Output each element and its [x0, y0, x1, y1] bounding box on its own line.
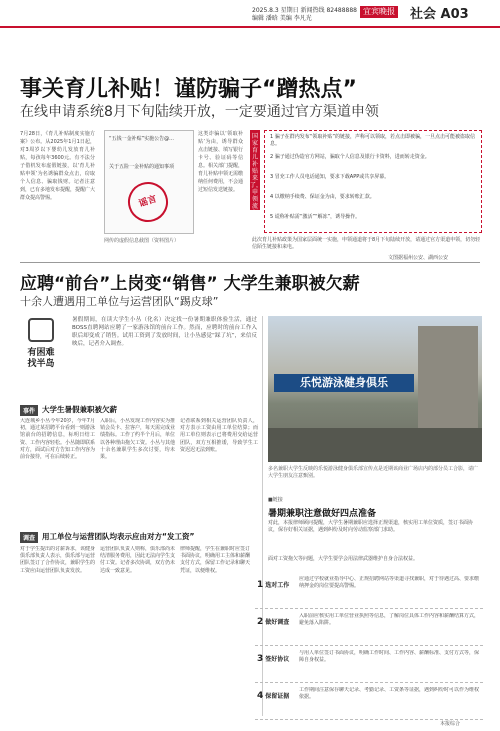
tips-footer: 此次育儿补贴政策为国家层面统一实施，申领通道将于8月下旬陆续开放，请通过官方渠道申领，切勿轻信陌生链接和来电。: [252, 237, 481, 250]
article1-source: 文图据福州公安、湖西公安: [388, 255, 449, 261]
article2-source: 本报综合: [440, 721, 461, 727]
link-paragraph: 对此，本报律师顾问提醒，大学生暑期兼职应选择正规渠道，核实用工单位资质，签订书面协议，保存好相关证据，遇到纠纷及时向劳动监察部门求助。: [268, 520, 474, 534]
article2-column: 入职后，小丛发现工作内容实为推销会员卡、拉客户，每天需完成业绩指标。工作了约半个月后，单位以各种理由拖欠工资。小丛与其他十余名兼职学生多次讨要，均未果。: [100, 418, 175, 461]
screenshot-caption: 网传的虚假信息截图（资料图片）: [104, 238, 180, 244]
editor-line: 编辑 潘晗 美编 李凡光: [252, 15, 312, 22]
tip-text: 工作期间注意保存聊天记录、考勤记录、工资条等证据，遇到纠纷时可以作为维权依据。: [299, 687, 480, 700]
sidebar-vertical-title: 国家育儿补贴来了，申领流程看这里: [250, 130, 260, 210]
article2-column: 记者联系到相关运营团队负责人，对方表示工资由用工单位结算；而用工单位则表示已将费用交给运营团队，双方互相推诿，导致学生工资迟迟无法到账。: [180, 418, 258, 453]
header-rule: [0, 26, 500, 28]
subheadline-1: 在线申请系统8月下旬陆续开放，一定要通过官方渠道申领: [20, 104, 379, 120]
newspaper-logo: 宜宾晚报: [360, 6, 398, 18]
tip-item: 5 谎称补贴需“激活”“解冻”，诱导操作。: [270, 214, 361, 220]
phone-icon: [28, 318, 54, 342]
photo-caption: 多名兼职大学生反映的乐悦游泳健身俱乐部宣传点是近期该商业广场店内的部分员工合影，请广大学生朋友注意甄别。: [268, 466, 479, 479]
subsection-label: 事件: [20, 405, 38, 416]
tip-row: [255, 684, 483, 720]
article2-column: 对于学生提出的讨薪诉求，该健身俱乐部负责人表示，俱乐部与运营团队签订了合作协议，兼职学生的工资应由运营团队负责发放。: [20, 546, 95, 574]
article2-column: 运营团队负责人则称，俱乐部尚未结清服务费用，因此无法向学生支付工资。记者多次协调，双方仍未达成一致意见。: [100, 546, 175, 574]
article1-lead: 7月28日，《育儿补贴制度实施方案》公布。从2025年1月1日起，对3周岁以下婴幼儿发放育儿补贴，每孩每年3600元。有不法分子借机发布虚假链接，以‘育儿补贴申领’为名诱骗群众点击，窃取个人信息、骗取钱财。记者注意到，已有多地发布提醒，提醒广大群众提高警惕。: [20, 131, 95, 201]
link-kicker: ■链接: [268, 497, 283, 503]
tip-number: 4 保留证据: [257, 691, 290, 701]
headline-2: 应聘“前台”上岗变“销售” 大学生兼职被欠薪: [20, 274, 360, 294]
rumor-stamp: 谣言: [123, 177, 173, 227]
article2-column: 大连城乡小丛今年20岁，今年7月初，通过某招聘平台看到一则游泳馆前台的招聘信息，标明日结工资、工作内容轻松。小丛随即联系对方，面试后对方告知工作内容为前台接待，可在后续转正。: [20, 418, 95, 461]
screenshot-line-2: 关于五险一金补贴的通知事项: [109, 164, 175, 170]
shop-sign: 乐悦游泳健身俱乐: [274, 374, 414, 392]
page-header: [0, 0, 500, 40]
column-badge-text: 有困难 找半岛: [27, 348, 55, 369]
section-label: 社会 A03: [410, 7, 469, 22]
headline-1: 事关育儿补贴！谨防骗子“蹭热点”: [20, 77, 357, 102]
article1-mid-column: 这类诈骗以‘领取补贴’为由，诱导群众点击链接、填写银行卡号、验证码等信息。相关部门提醒，育儿补贴申领无需缴纳任何费用，不会通过短信发送链接。: [198, 131, 243, 193]
tip-text: 应通过学校就业指导中心、正规招聘网站等渠道寻找兼职，对于待遇过高、要求缴纳押金的岗位要提高警惕。: [299, 576, 480, 589]
article2-intro: 暑假期间，在读大学生小丛（化名）决定找一份暑期兼职体验生活，通过BOSS直聘网站应聘了一家游泳馆的前台工作。然而，应聘时的前台工作入职后却变成了销售。试用工资到了发放时间，让小丛感觉“踩了坑”，来信反映后，记者介入调查。: [72, 317, 257, 347]
tips-grid: [255, 573, 483, 721]
subsection-event: [20, 404, 117, 416]
tip-text: 与用人单位签订书面协议，明确工作时间、工作内容、薪酬标准、支付方式等，保障自身权益。: [299, 650, 480, 663]
tip-number: 1 选对工作: [257, 580, 290, 590]
subsection-label: 调查: [20, 532, 38, 543]
issue-date: 2025.8.3 星期日 新闻热线 82488888: [252, 7, 357, 14]
subsection-title: 用工单位与运营团队均表示应由对方“发工资”: [42, 532, 195, 541]
road-shape: [268, 428, 482, 462]
tip-text: 入职前应核实用工单位营业执照等信息，了解岗位具体工作内容和薪酬结算方式，避免落入陷阱。: [299, 613, 480, 626]
tip-item: 4 以缴纳手续费、保证金为由，要求转账汇款。: [270, 194, 375, 200]
column-badge: [22, 318, 60, 390]
tip-row: [255, 573, 483, 609]
tip-item: 2 骗子通过伪造官方网站，骗取个人信息及银行卡资料，进而转走资金。: [270, 154, 430, 160]
screenshot-line-1: “五钱一金补贴”实施公告@...: [109, 136, 174, 142]
swimming-club-photo: [268, 316, 482, 462]
tip-item: 3 冒充工作人员电话通知，要求下载APP或共享屏幕。: [270, 174, 390, 180]
tip-number: 3 签好协议: [257, 654, 290, 664]
tip-row: [255, 647, 483, 683]
section-divider: [20, 262, 480, 263]
link-paragraph-2: 面对工资拖欠等问题，大学生要学会用法律武器维护自身合法权益。: [268, 556, 419, 562]
tip-row: [255, 610, 483, 646]
link-headline: 暑期兼职注意做好四点准备: [268, 509, 377, 519]
subsection-title: 大学生暑假兼职被欠薪: [42, 405, 118, 414]
article2-column: 律师提醒，学生在兼职时应签订书面协议，明确用工主体和薪酬支付方式，保留工作记录和聊天凭证，以便维权。: [180, 546, 250, 574]
subsection-investigation: [20, 531, 194, 543]
tip-item: 1 骗子在群内发布“领取补贴”的链接，声称可以领取，若点击即被骗，一旦点击可能被盗取信息。: [270, 134, 475, 147]
tip-number: 2 做好调查: [257, 617, 290, 627]
subheadline-2: 十余人遭遇用工单位与运营团队“踢皮球”: [20, 295, 219, 308]
